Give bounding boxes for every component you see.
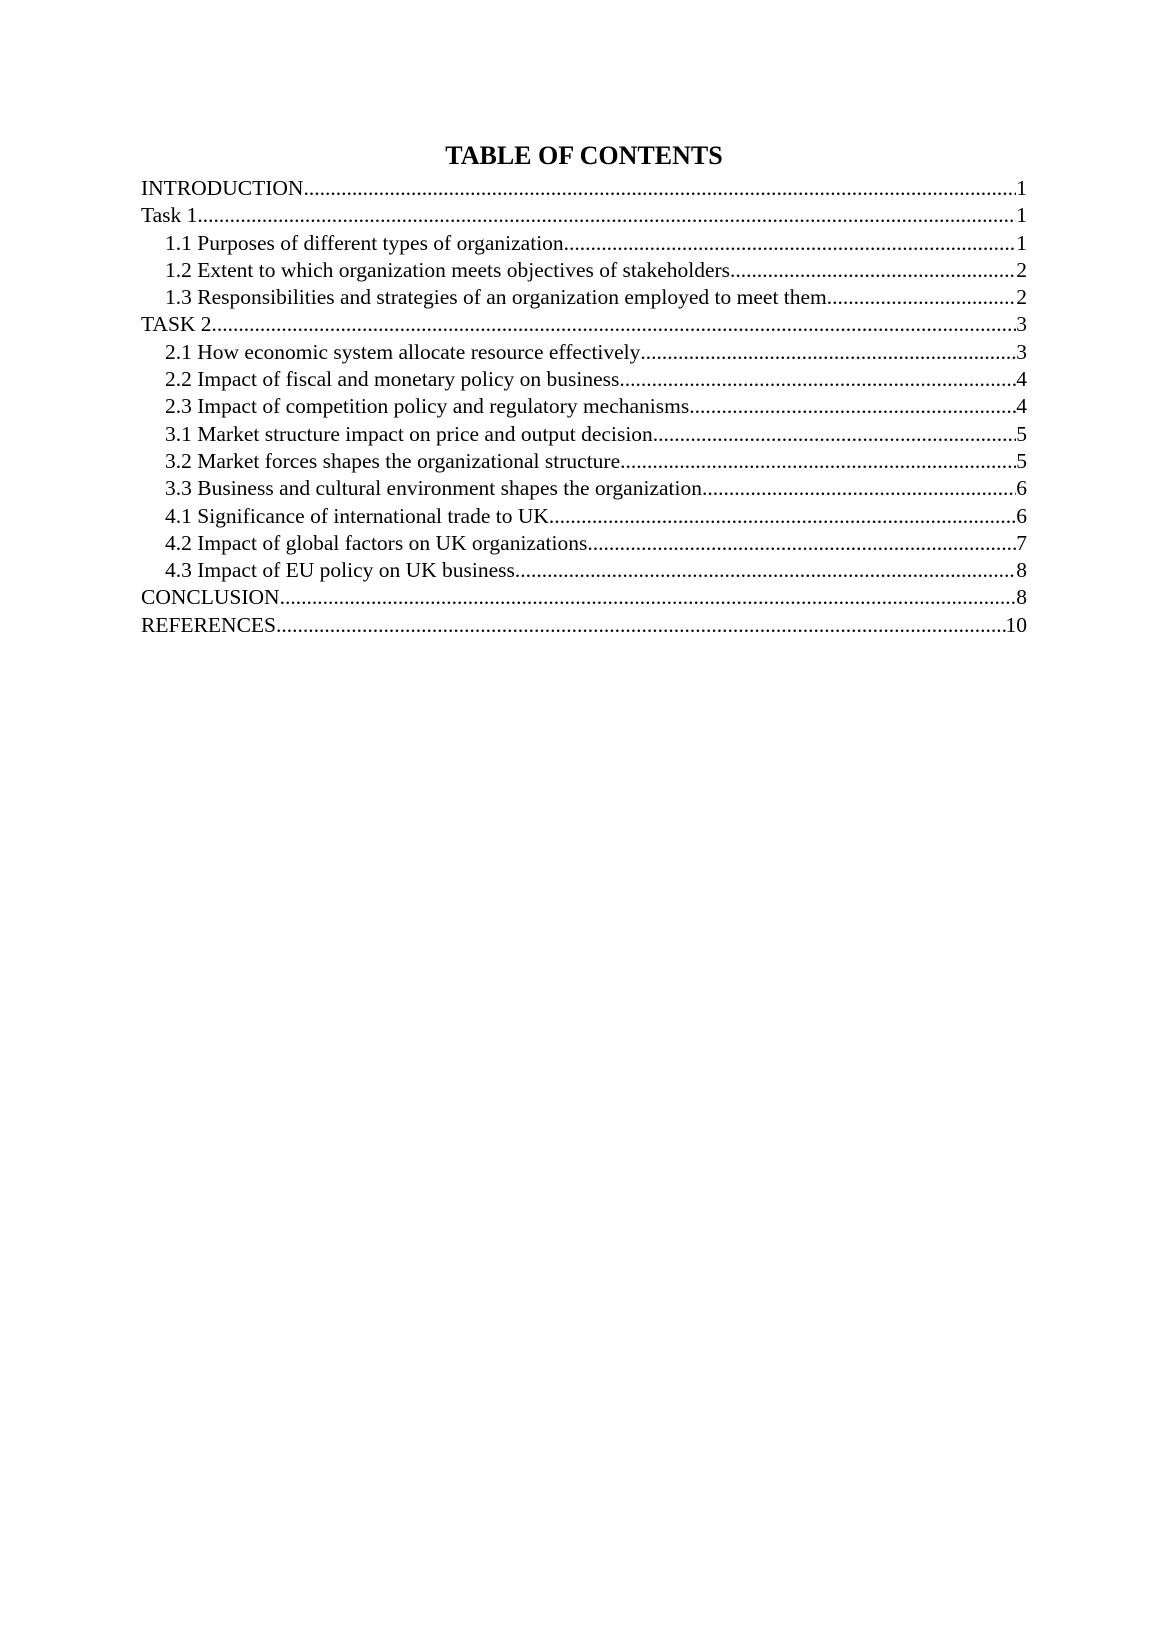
toc-entry-label: 4.1 Significance of international trade to UK bbox=[165, 503, 549, 528]
toc-entry-label: 4.3 Impact of EU policy on UK business bbox=[165, 558, 515, 583]
toc-dot-leader bbox=[549, 503, 1016, 530]
toc-dot-leader bbox=[730, 257, 1016, 284]
toc-entry[interactable] bbox=[141, 421, 1027, 448]
toc-entry-label: 2.1 How economic system allocate resource effectively bbox=[165, 339, 641, 364]
toc-entry[interactable] bbox=[141, 230, 1027, 257]
toc-entry[interactable] bbox=[141, 257, 1027, 284]
toc-dot-leader bbox=[280, 584, 1017, 611]
toc-dot-leader bbox=[640, 339, 1016, 366]
toc-entry[interactable] bbox=[141, 503, 1027, 530]
toc-entry-page-number: 2 bbox=[1016, 257, 1027, 282]
toc-entry-page-number: 4 bbox=[1016, 394, 1027, 419]
toc-entry[interactable] bbox=[141, 557, 1027, 584]
toc-entry-page-number: 1 bbox=[1016, 203, 1027, 228]
toc-entry-page-number: 5 bbox=[1016, 448, 1027, 473]
table-of-contents bbox=[141, 139, 1027, 639]
toc-entry-label: REFERENCES bbox=[141, 612, 276, 637]
toc-entry-page-number: 5 bbox=[1016, 421, 1027, 446]
toc-entry-page-number: 6 bbox=[1016, 476, 1027, 501]
toc-entry[interactable] bbox=[141, 202, 1027, 229]
toc-dot-leader bbox=[827, 284, 1016, 311]
toc-dot-leader bbox=[276, 612, 1006, 639]
toc-title: TABLE OF CONTENTS bbox=[445, 141, 723, 170]
toc-entry[interactable] bbox=[141, 530, 1027, 557]
toc-dot-leader bbox=[515, 557, 1016, 584]
toc-entry-label: INTRODUCTION bbox=[141, 176, 304, 200]
toc-entry[interactable] bbox=[141, 366, 1027, 393]
toc-entry[interactable] bbox=[141, 584, 1027, 611]
toc-entry[interactable] bbox=[141, 311, 1027, 338]
toc-entry[interactable] bbox=[141, 175, 1027, 202]
toc-entry-page-number: 7 bbox=[1016, 530, 1027, 555]
toc-entry-page-number: 10 bbox=[1005, 612, 1027, 637]
toc-entry-label: 4.2 Impact of global factors on UK organizations bbox=[165, 530, 588, 555]
toc-dot-leader bbox=[303, 175, 1016, 202]
toc-entry-label: 2.2 Impact of fiscal and monetary policy on business bbox=[165, 367, 620, 392]
toc-dot-leader bbox=[653, 421, 1016, 448]
toc-entry-label: TASK 2 bbox=[141, 312, 212, 337]
toc-entry-page-number: 6 bbox=[1016, 503, 1027, 528]
toc-entry-label: Task 1 bbox=[141, 203, 198, 228]
toc-entry[interactable] bbox=[141, 475, 1027, 502]
toc-entry[interactable] bbox=[141, 612, 1027, 639]
toc-dot-leader bbox=[587, 530, 1016, 557]
toc-entry-label: 1.1 Purposes of different types of organization bbox=[165, 230, 564, 255]
toc-dot-leader bbox=[197, 202, 1016, 229]
toc-entry-page-number: 8 bbox=[1016, 558, 1027, 583]
toc-entry-page-number: 3 bbox=[1016, 339, 1027, 364]
toc-dot-leader bbox=[212, 311, 1017, 338]
toc-dot-leader bbox=[702, 475, 1016, 502]
toc-dot-leader bbox=[619, 366, 1016, 393]
toc-entry[interactable] bbox=[141, 448, 1027, 475]
toc-list bbox=[141, 175, 1027, 639]
toc-entry-page-number: 2 bbox=[1016, 285, 1027, 310]
toc-entry[interactable] bbox=[141, 284, 1027, 311]
toc-entry-label: 3.1 Market structure impact on price and output decision bbox=[165, 421, 653, 446]
toc-entry-page-number: 1 bbox=[1016, 176, 1027, 200]
toc-entry-label: 3.2 Market forces shapes the organizational structure bbox=[165, 448, 621, 473]
toc-entry-page-number: 4 bbox=[1016, 367, 1027, 392]
toc-entry-label: CONCLUSION bbox=[141, 585, 280, 610]
toc-entry[interactable] bbox=[141, 393, 1027, 420]
toc-entry-label: 3.3 Business and cultural environment shapes the organization bbox=[165, 476, 702, 501]
toc-entry-label: 1.3 Responsibilities and strategies of an organization employed to meet them bbox=[165, 285, 827, 310]
toc-entry-label: 1.2 Extent to which organization meets objectives of stakeholders bbox=[165, 257, 731, 282]
toc-entry-page-number: 3 bbox=[1016, 312, 1027, 337]
toc-dot-leader bbox=[620, 448, 1016, 475]
toc-entry-page-number: 1 bbox=[1016, 230, 1027, 255]
toc-dot-leader bbox=[564, 230, 1017, 257]
toc-dot-leader bbox=[689, 393, 1016, 420]
toc-entry-label: 2.3 Impact of competition policy and regulatory mechanisms bbox=[165, 394, 690, 419]
toc-entry[interactable] bbox=[141, 339, 1027, 366]
toc-entry-page-number: 8 bbox=[1016, 585, 1027, 610]
